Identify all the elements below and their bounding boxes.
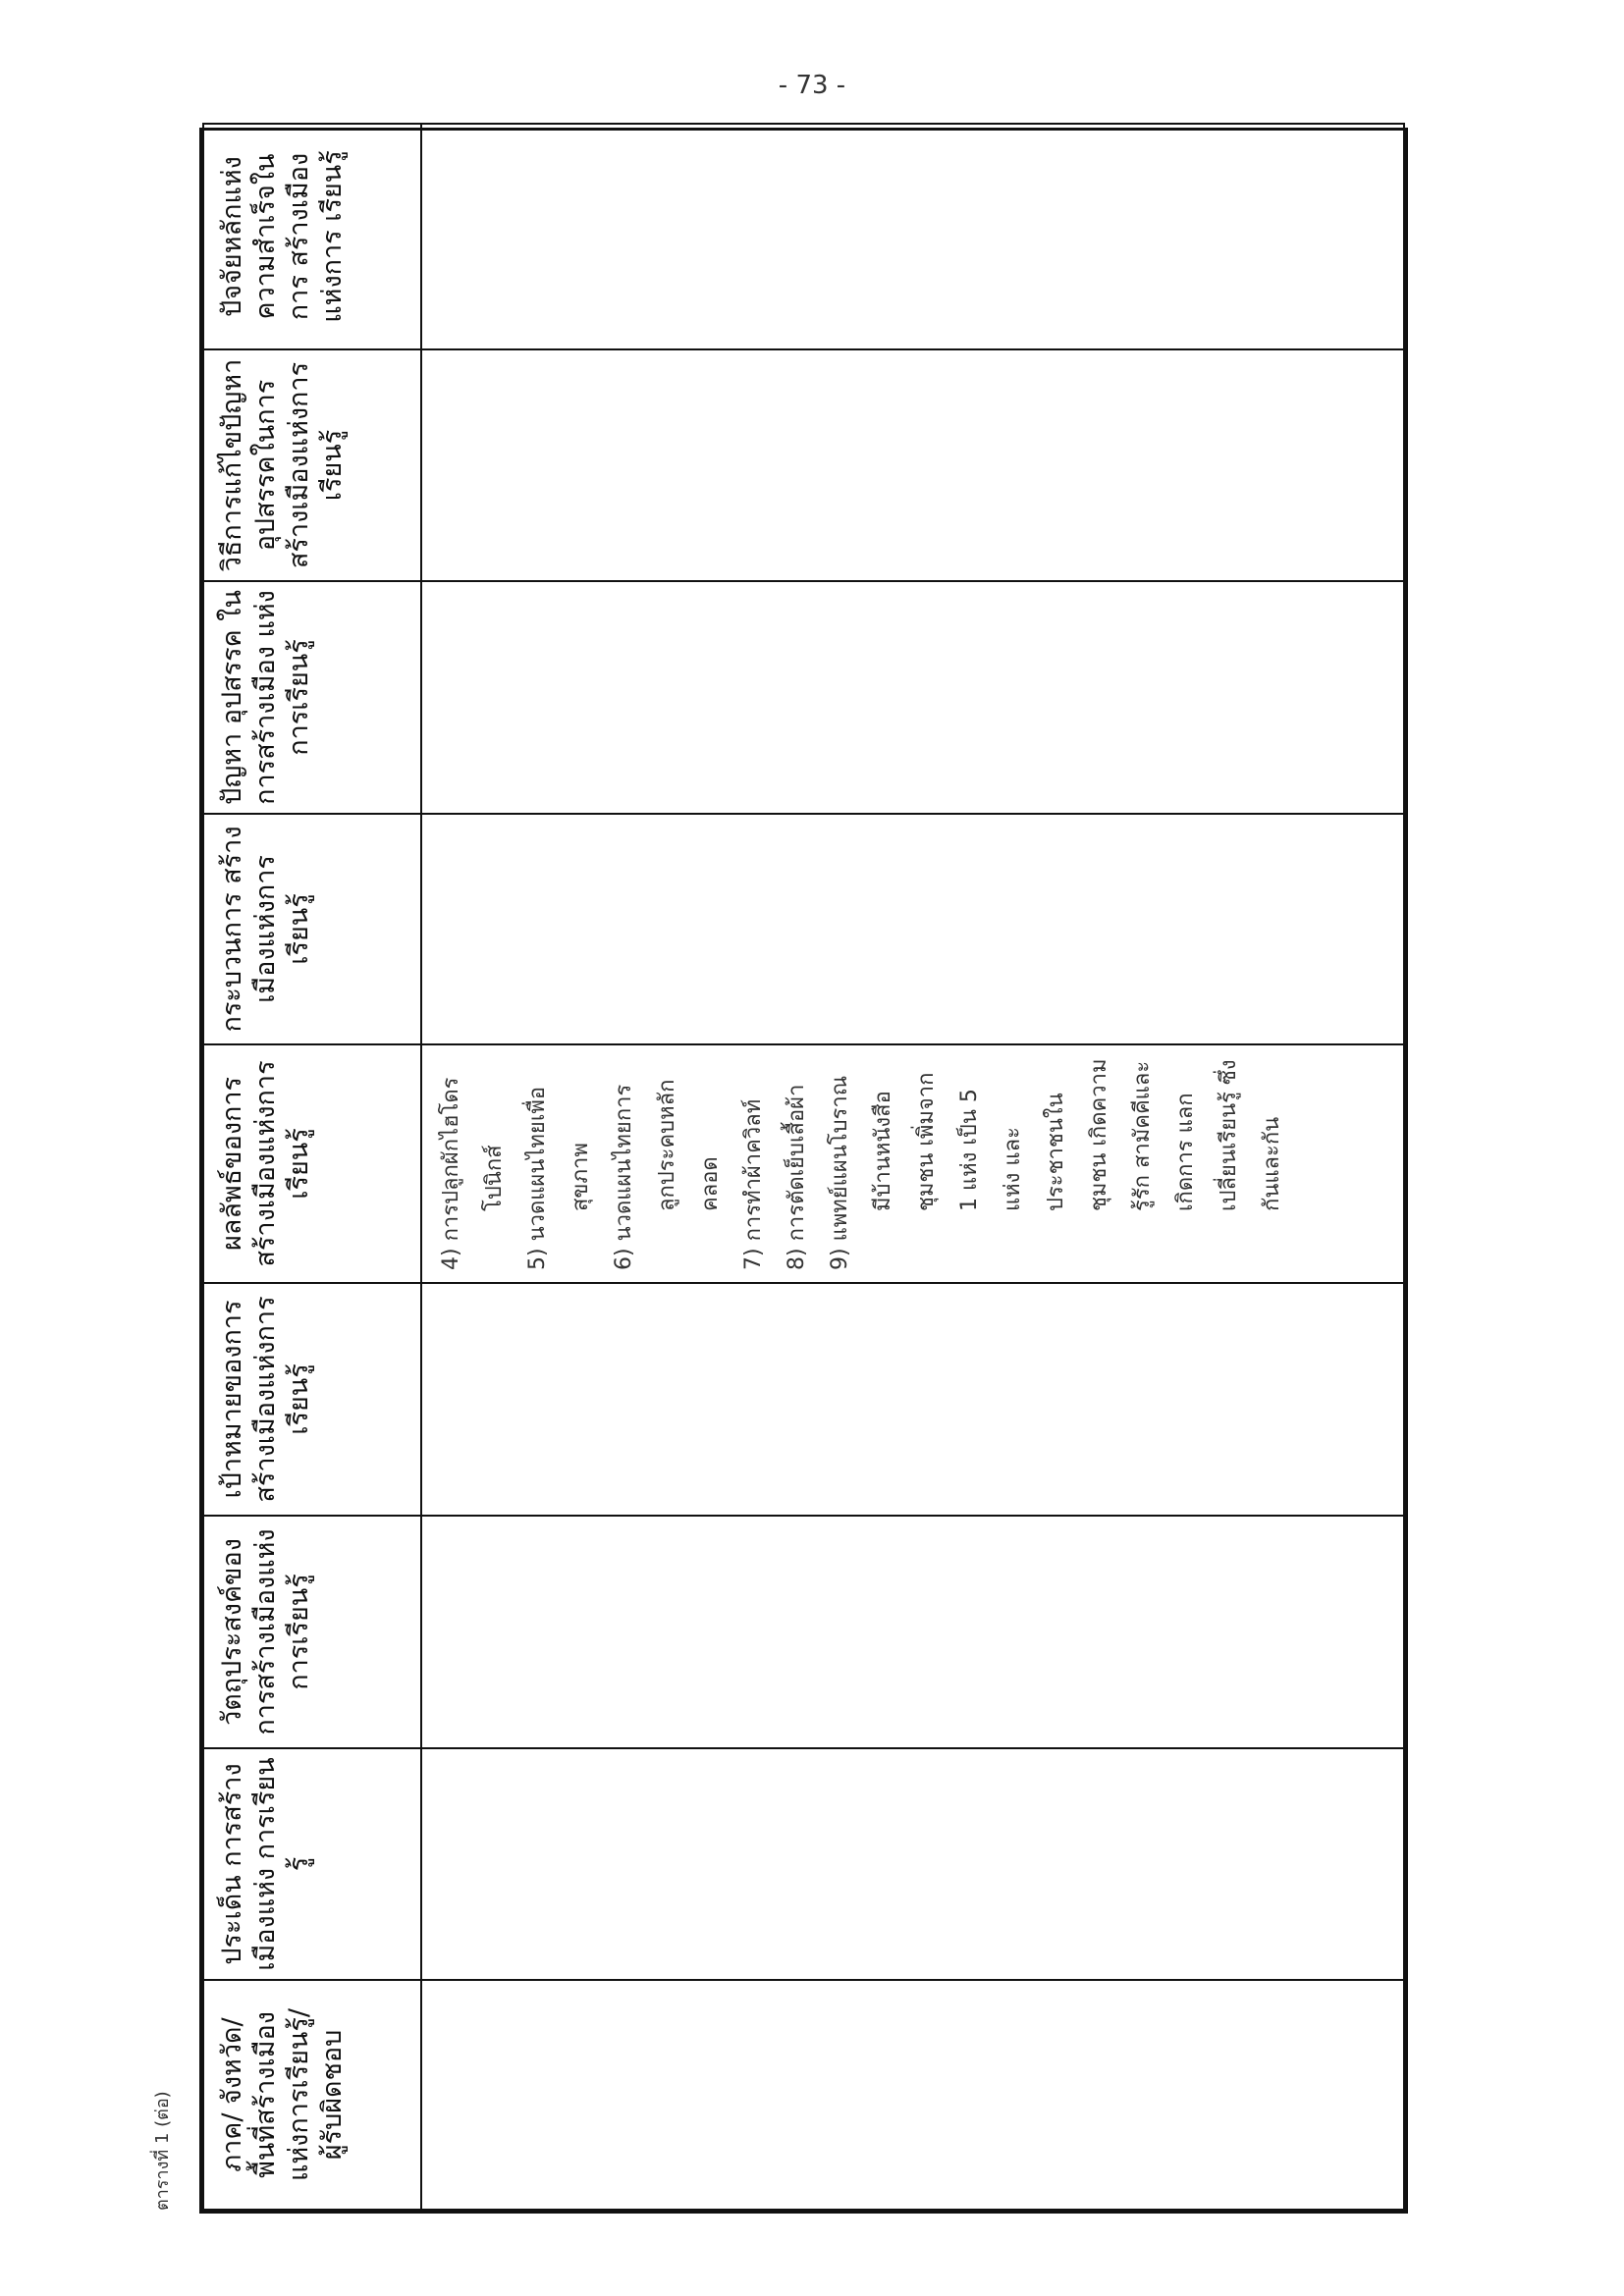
list-item: 8) การตัดเย็บเสื้อผ้า — [785, 1084, 809, 1270]
header-issue: ประเด็น การสร้างเมืองแห่ง การเรียนรู้ — [203, 1748, 421, 1980]
cell-process — [421, 814, 1404, 1044]
cell-problems — [421, 581, 1404, 814]
cell-outcome — [421, 1044, 1404, 1283]
learning-city-table — [199, 128, 1408, 2214]
header-outcome: ผลลัพธ์ของการ สร้างเมืองแห่งการ เรียนรู้ — [203, 1044, 421, 1283]
list-item: 6) นวดแผนไทยการ ลูกประคบหลัก คลอด — [612, 1079, 723, 1270]
list-item: 7) การทำผ้าควิลท์ — [741, 1098, 766, 1270]
cell-solutions — [421, 349, 1404, 581]
cell-issue — [421, 1748, 1404, 1980]
cell-goal — [421, 1283, 1404, 1516]
outcome-list — [430, 1057, 1294, 1270]
header-success-factors: ปัจจัยหลักแห่ง ความสำเร็จในการ สร้างเมืองแห่งการ เรียนรู้ — [203, 124, 421, 349]
header-solutions: วิธีการแก้ไขปัญหา อุปสรรคในการ สร้างเมืองแห่งการ เรียนรู้ — [203, 349, 421, 581]
header-process: กระบวนการ สร้างเมืองแห่งการ เรียนรู้ — [203, 814, 421, 1044]
table — [202, 123, 1405, 2211]
header-objective: วัตถุประสงค์ของ การสร้างเมืองแห่ง การเรียนรู้ — [203, 1516, 421, 1748]
cell-region — [421, 1980, 1404, 2210]
table-caption: ตารางที่ 1 (ต่อ) — [152, 2091, 173, 2211]
cell-success-factors — [421, 124, 1404, 349]
header-region-province-owner: ภาค/ จังหวัด/ พื้นที่สร้างเมือง แห่งการเรียนรู้/ ผู้รับผิดชอบ — [203, 1980, 421, 2210]
page-number: - 73 - — [778, 71, 846, 100]
table-row — [421, 124, 1404, 2210]
header-row — [203, 124, 421, 2210]
list-item: 4) การปลูกผักไฮโดร โปนิกส์ — [439, 1077, 507, 1270]
header-goal: เป้าหมายของการ สร้างเมืองแห่งการ เรียนรู้ — [203, 1283, 421, 1516]
list-item: 9) แพทย์แผนโบราณ มีบ้านหนังสือชุมชน เพิ่มจาก 1 แห่ง เป็น 5 แห่ง และ ประชาชนในชุมชน เกิดความรู้รัก สามัคคีและเกิดการ แลกเปลี่ยนเรียนรู้ ซึ่งกันและกัน — [828, 1058, 1284, 1270]
list-item: 5) นวดแผนไทยเพื่อ สุขภาพ — [525, 1086, 593, 1270]
header-problems: ปัญหา อุปสรรค ในการสร้างเมือง แห่งการเรียนรู้ — [203, 581, 421, 814]
cell-objective — [421, 1516, 1404, 1748]
